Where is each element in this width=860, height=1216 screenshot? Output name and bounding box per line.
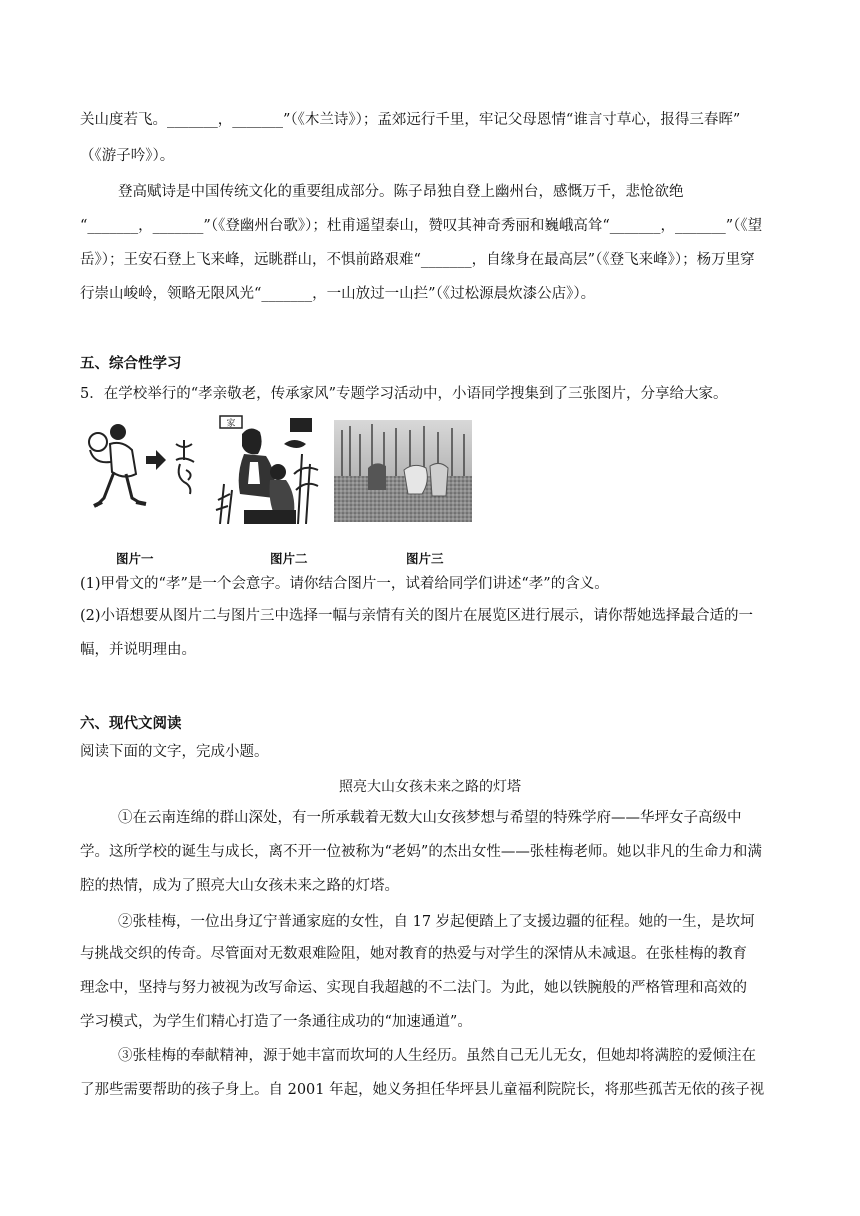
mother-child-woodcut: [214, 414, 322, 524]
paragraph-line-4: ②张桂梅，一位出身辽宁普通家庭的女性，自 17 岁起便踏上了支援边疆的征程。她的一生，是坎坷: [118, 914, 755, 930]
poetry-line-6: 行崇山峻岭，领略无限风光“_______，一山放过一山拦”（《过松源晨炊漆公店》）。: [80, 286, 596, 302]
poetry-line-4: “_______，_______”（《登幽州台歌》）；杜甫遥望泰山，赞叹其神奇秀丽和巍峨高耸“_______，_______”（《望: [80, 218, 763, 234]
paragraph-line-3: 腔的热情，成为了照亮大山女孩未来之路的灯塔。: [80, 878, 399, 894]
paragraph-line-9: 了那些需要帮助的孩子身上。自 2001 年起，她义务担任华坪县儿童福利院院长，将那些孤苦无依的孩子视: [80, 1082, 765, 1098]
section-5-heading: 五、综合性学习: [80, 356, 182, 372]
paragraph-line-7: 学习模式，为学生们精心打造了一条通往成功的“加速通道”。: [80, 1014, 472, 1030]
stamp-text: 家: [226, 419, 236, 429]
sub-question-2-line-1: (2)小语想要从图片二与图片三中选择一幅与亲情有关的图片在展览区进行展示，请你帮她选择最合适的一: [80, 608, 754, 624]
paragraph-line-6: 理念中，坚持与努力被视为改写命运、实现自我超越的不二法门。为此，她以铁腕般的严格管理和高效的: [80, 980, 747, 996]
article-title: 照亮大山女孩未来之路的灯塔: [339, 779, 521, 795]
poetry-line-1: 关山度若飞。_______，_______”（《木兰诗》）；孟郊远行千里，牢记父母恩情“谁言寸草心，报得三春晖”: [80, 112, 741, 128]
section-6-heading: 六、现代文阅读: [80, 716, 182, 732]
oracle-bone-xiao-illustration: [80, 414, 200, 524]
paragraph-line-8: ③张桂梅的奉献精神，源于她丰富而坎坷的人生经历。虽然自己无儿无女，但她却将满腔的爱倾注在: [118, 1048, 756, 1064]
sub-question-1: (1)甲骨文的“孝”是一个会意字。请你结合图片一，试着给同学们讲述“孝”的含义。: [80, 576, 609, 592]
poetry-line-2: （《游子吟》）。: [80, 148, 175, 164]
caption-image-1: 图片一: [116, 551, 154, 566]
caption-image-2: 图片二: [270, 551, 308, 566]
paragraph-line-1: ①在云南连绵的群山深处，有一所承载着无数大山女孩梦想与希望的特殊学府——华坪女子高级中: [118, 810, 742, 826]
poetry-line-5: 岳》）；王安石登上飞来峰，远眺群山，不惧前路艰难“_______，自缘身在最高层”（《登飞来峰》）；杨万里穿: [80, 252, 755, 268]
village-field-photo: [334, 420, 472, 522]
poetry-line-3: 登高赋诗是中国传统文化的重要组成部分。陈子昂独自登上幽州台，感慨万千，悲怆欲绝: [118, 184, 684, 200]
sub-question-2-line-2: 幅，并说明理由。: [80, 642, 196, 658]
reading-instruction: 阅读下面的文字，完成小题。: [80, 744, 269, 760]
question-5: 5．在学校举行的“孝亲敬老，传承家风”专题学习活动中，小语同学搜集到了三张图片，分享给大家。: [80, 386, 728, 402]
paragraph-line-2: 学。这所学校的诞生与成长，离不开一位被称为“老妈”的杰出女性——张桂梅老师。她以非凡的生命力和满: [80, 844, 762, 860]
caption-image-3: 图片三: [406, 551, 444, 566]
paragraph-line-5: 与挑战交织的传奇。尽管面对无数艰难险阻，她对教育的热爱与对学生的深情从未减退。在张桂梅的教育: [80, 946, 747, 962]
